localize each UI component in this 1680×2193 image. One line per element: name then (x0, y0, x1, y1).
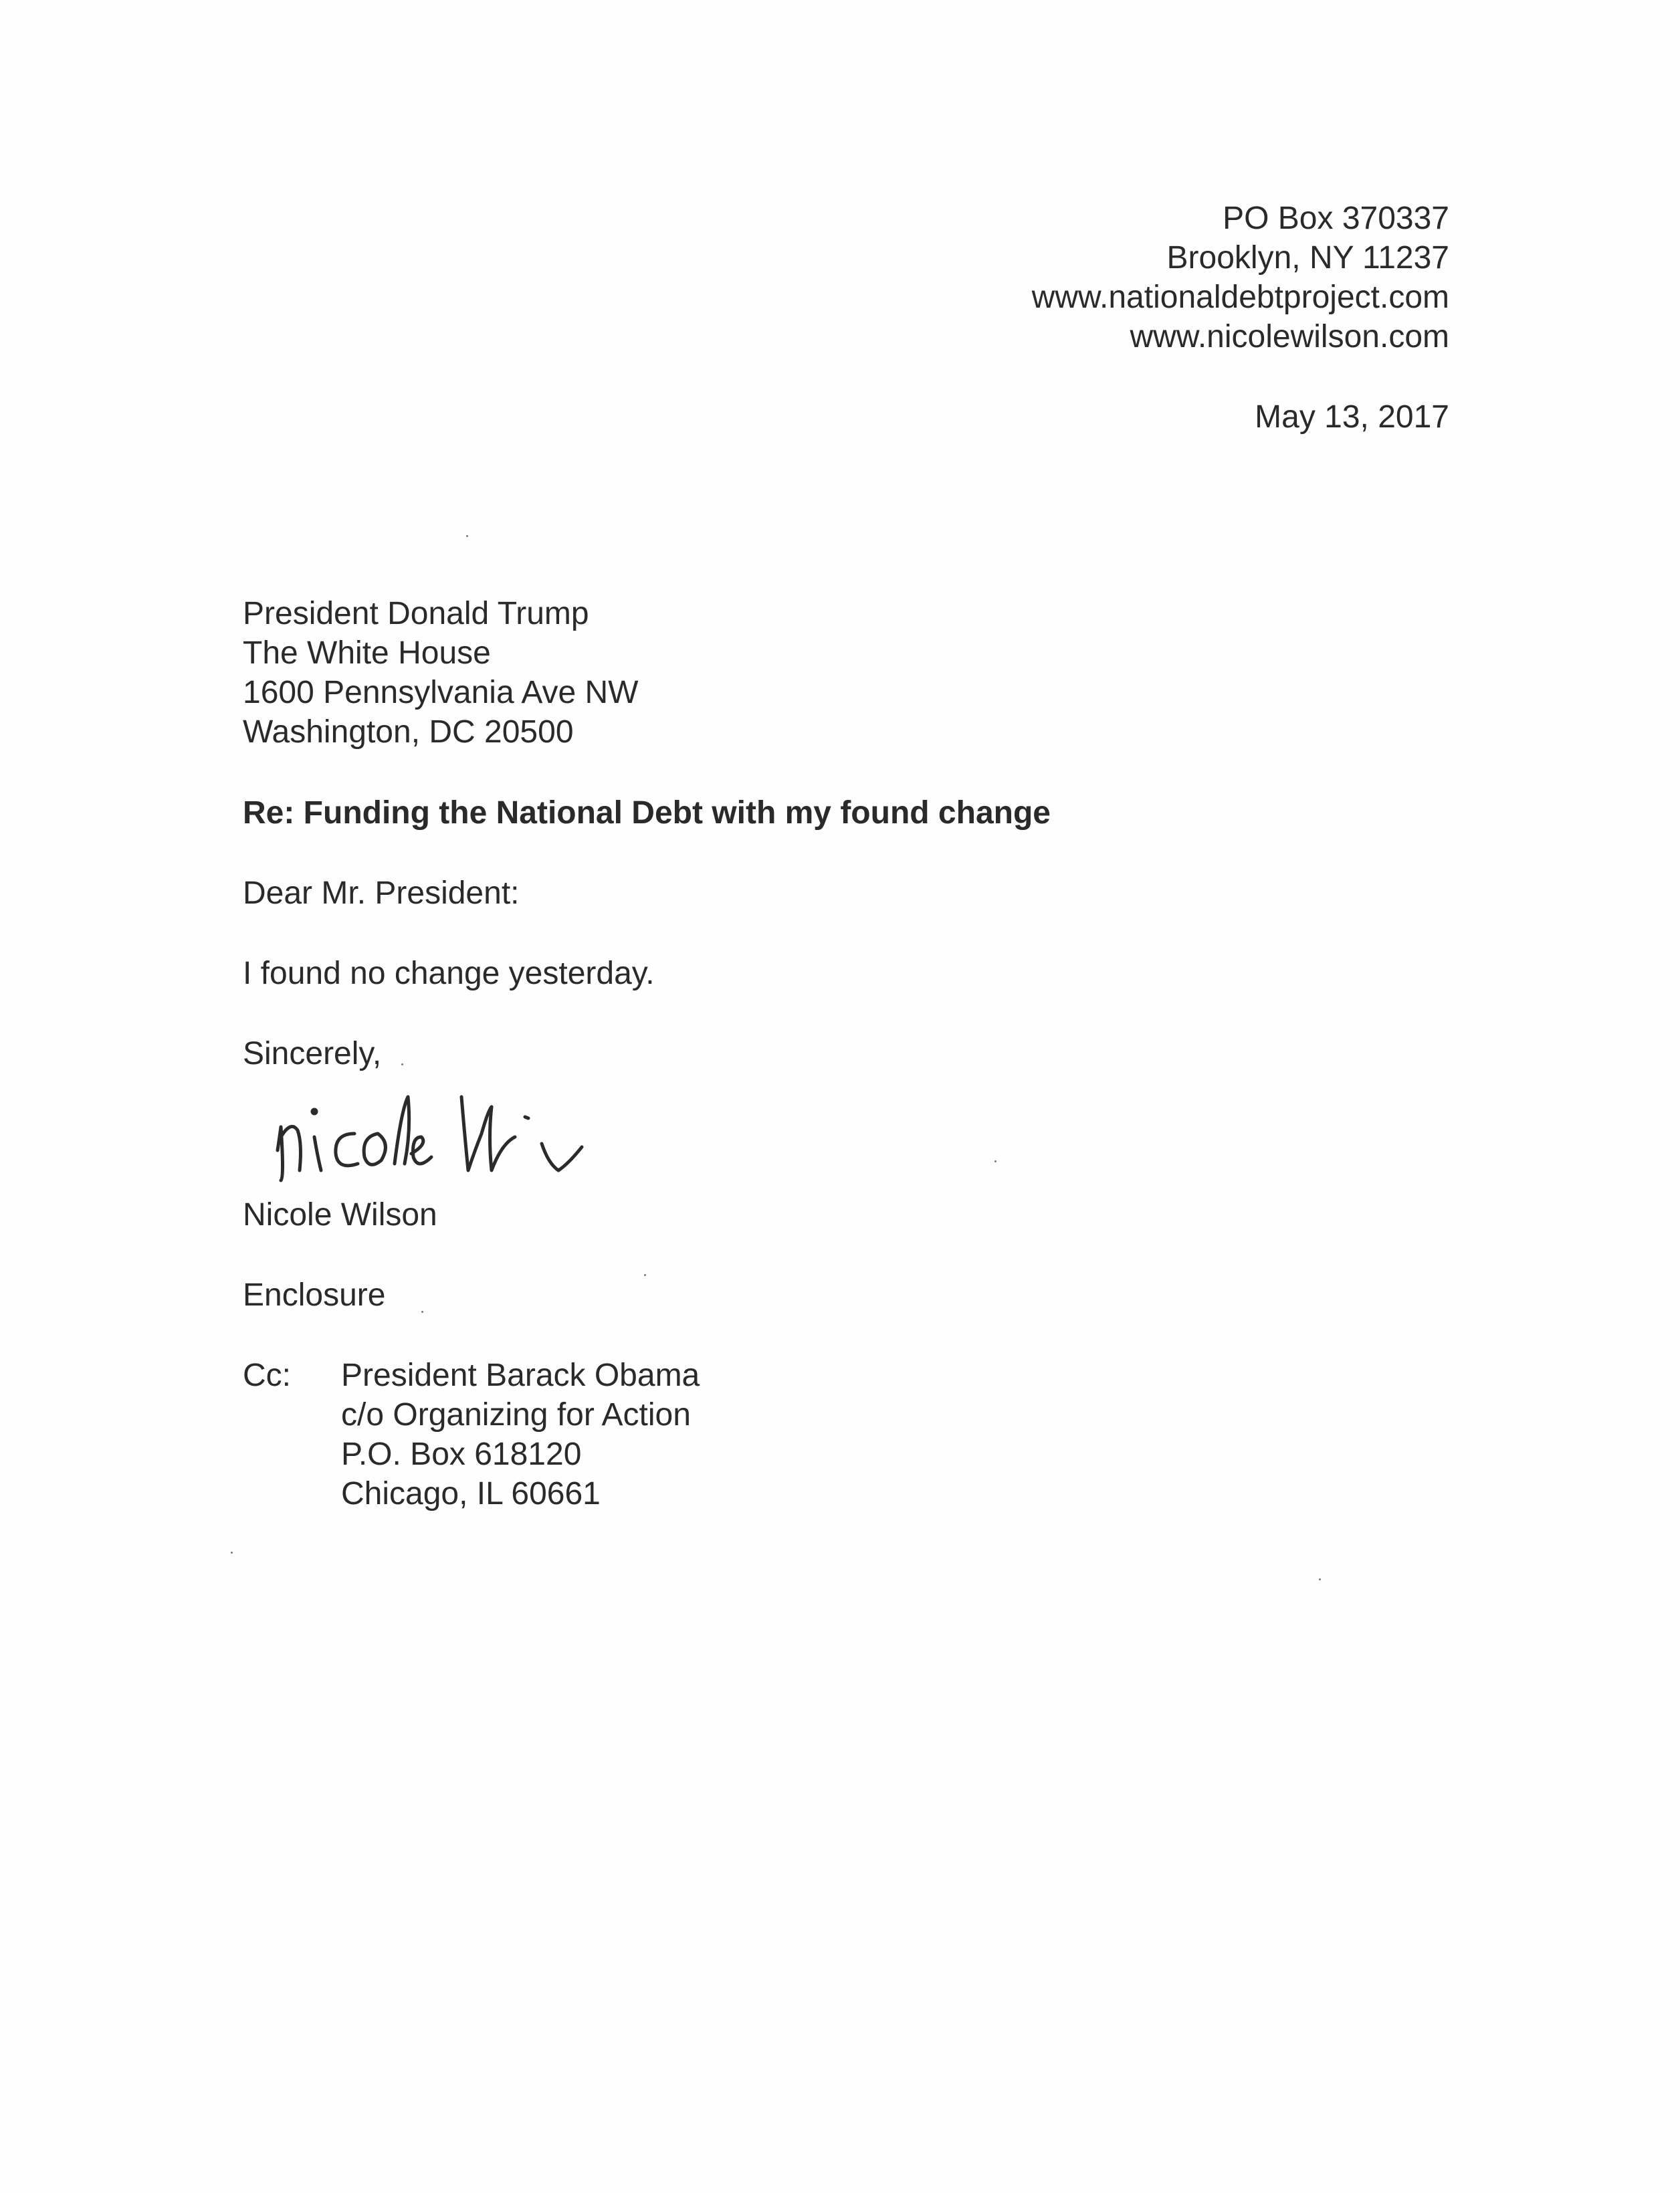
scan-speck (644, 1274, 646, 1276)
recipient-org: The White House (243, 635, 491, 671)
recipient-street: 1600 Pennsylvania Ave NW (243, 675, 639, 710)
scan-speck (994, 1160, 996, 1162)
cc-line-4: Chicago, IL 60661 (341, 1476, 601, 1511)
recipient-name: President Donald Trump (243, 596, 589, 631)
sender-website-1: www.nationaldebtproject.com (1031, 280, 1449, 315)
body-paragraph: I found no change yesterday. (243, 956, 655, 991)
cc-label: Cc: (243, 1358, 291, 1393)
closing: Sincerely, (243, 1036, 382, 1071)
scan-speck (1319, 1578, 1321, 1580)
signer-name: Nicole Wilson (243, 1197, 437, 1233)
cc-line-1: President Barack Obama (341, 1358, 700, 1393)
subject-line: Re: Funding the National Debt with my found change (243, 795, 1051, 831)
letter-date: May 13, 2017 (1255, 399, 1449, 435)
handwritten-signature (261, 1070, 682, 1204)
enclosure-notation: Enclosure (243, 1277, 386, 1313)
sender-address-line1: PO Box 370337 (1223, 201, 1449, 236)
cc-line-2: c/o Organizing for Action (341, 1397, 691, 1433)
cc-line-3: P.O. Box 618120 (341, 1437, 582, 1472)
scan-speck (401, 1063, 403, 1065)
sender-website-2: www.nicolewilson.com (1130, 319, 1449, 354)
scan-speck (421, 1311, 423, 1313)
recipient-city: Washington, DC 20500 (243, 714, 574, 750)
sender-address-line2: Brooklyn, NY 11237 (1166, 240, 1449, 276)
scan-speck (466, 535, 468, 537)
scan-speck (231, 1552, 233, 1554)
salutation: Dear Mr. President: (243, 875, 520, 911)
